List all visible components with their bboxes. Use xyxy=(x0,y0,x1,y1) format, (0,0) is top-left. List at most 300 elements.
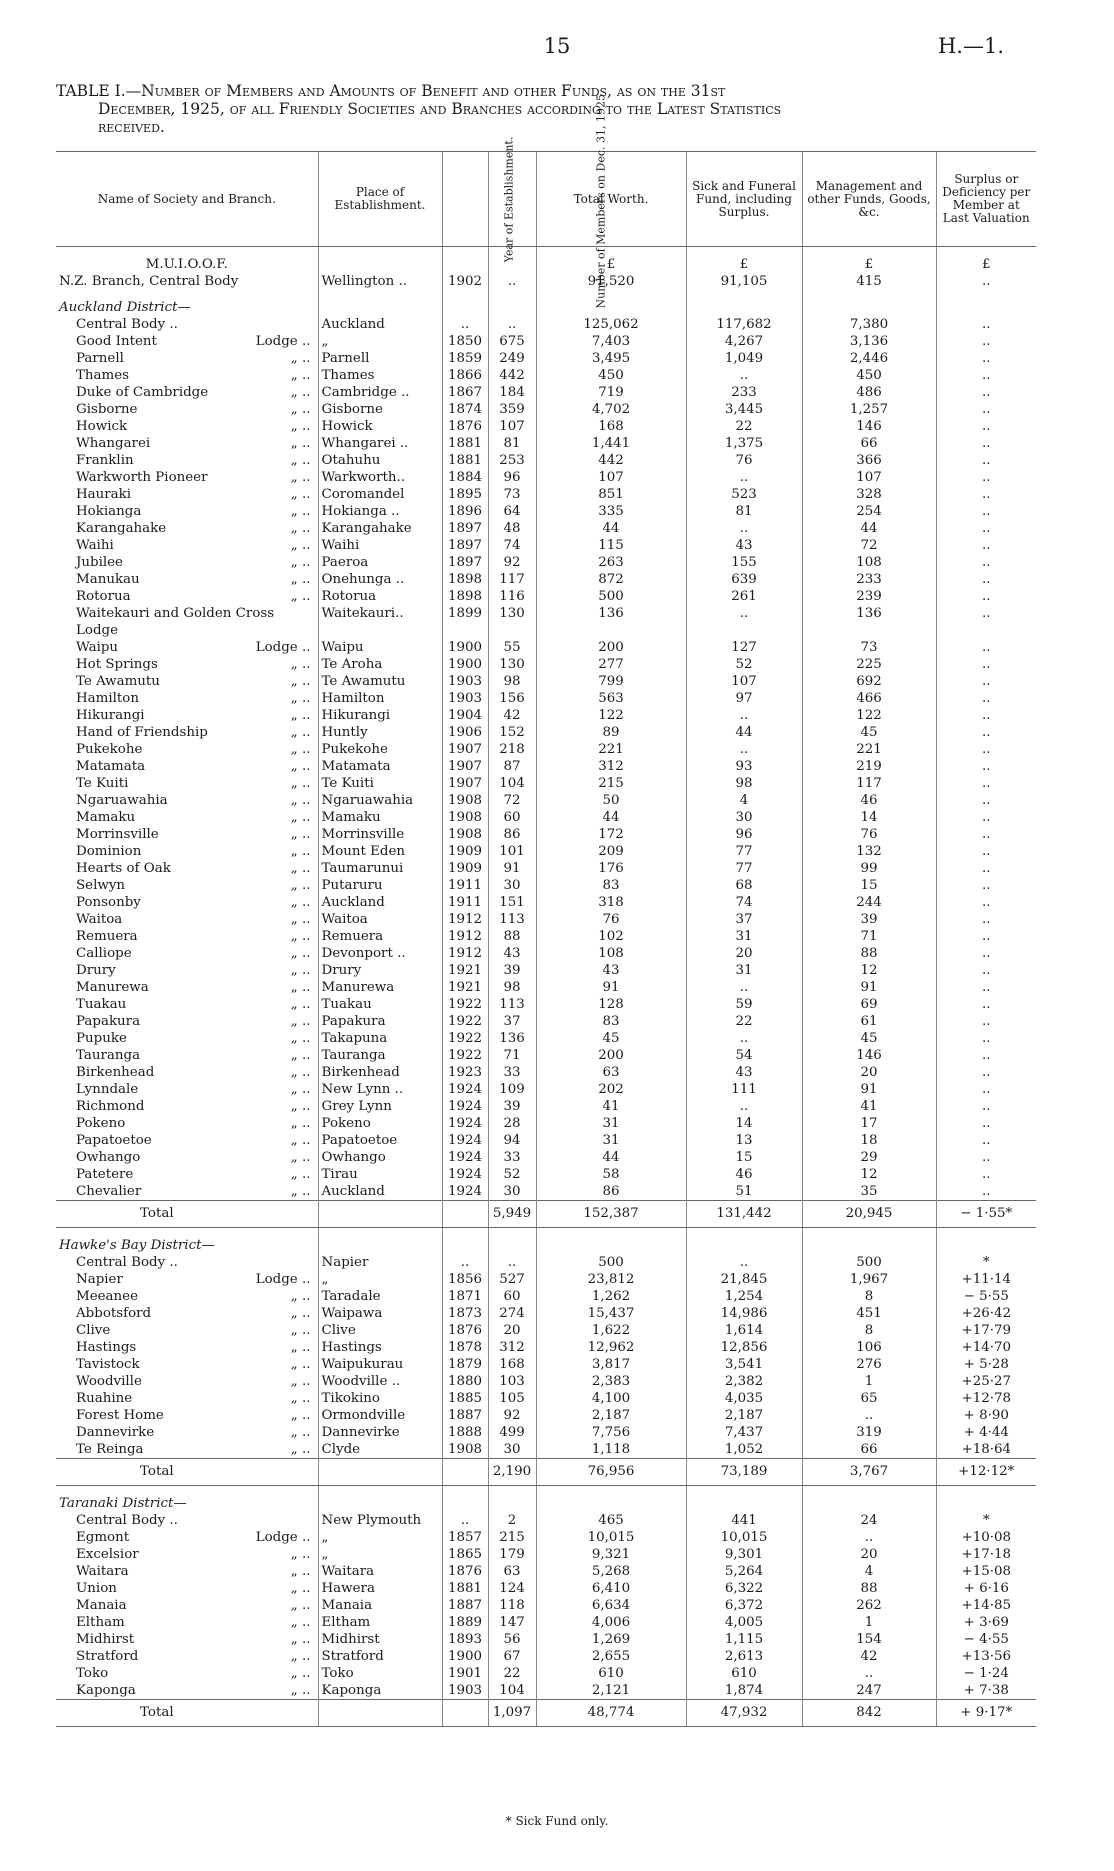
member-count: 48 xyxy=(488,520,536,537)
management-funds: 24 xyxy=(802,1512,936,1529)
year-established: .. xyxy=(442,316,488,333)
branch-members: .. xyxy=(488,273,536,290)
management-funds: 262 xyxy=(802,1597,936,1614)
sick-funeral-fund: 2,613 xyxy=(686,1648,802,1665)
place-of-establishment: Waitoa xyxy=(318,911,442,928)
year-established: 1881 xyxy=(442,452,488,469)
member-count: 30 xyxy=(488,1441,536,1459)
year-established: 1904 xyxy=(442,707,488,724)
surplus-per-member: .. xyxy=(936,1064,1036,1081)
surplus-per-member: .. xyxy=(936,1115,1036,1132)
lodge-name: Te Awamutu xyxy=(76,674,160,689)
management-funds: 1,257 xyxy=(802,401,936,418)
total-sick-fund: 131,442 xyxy=(686,1201,802,1228)
surplus-per-member: .. xyxy=(936,996,1036,1013)
lodge-marker: „ .. xyxy=(290,1048,311,1063)
sick-funeral-fund: 43 xyxy=(686,1064,802,1081)
lodge-name-cell xyxy=(56,1064,318,1081)
total-worth: 91 xyxy=(536,979,686,996)
lodge-name: Mamaku xyxy=(76,810,136,825)
member-count: 105 xyxy=(488,1390,536,1407)
lodge-name-cell xyxy=(56,605,318,622)
lodge-name-cell xyxy=(56,826,318,843)
place-of-establishment: Stratford xyxy=(318,1648,442,1665)
page-number: 15 xyxy=(543,34,571,58)
year-established: 1900 xyxy=(442,656,488,673)
management-funds: 154 xyxy=(802,1631,936,1648)
lodge-name: Pokeno xyxy=(76,1116,126,1131)
lodge-marker: „ .. xyxy=(290,1116,311,1131)
member-count: .. xyxy=(488,316,536,333)
surplus-per-member: +26·42 xyxy=(936,1305,1036,1322)
surplus-per-member: .. xyxy=(936,690,1036,707)
lodge-marker: „ .. xyxy=(290,1666,311,1681)
table-row xyxy=(56,520,1036,537)
surplus-per-member: .. xyxy=(936,520,1036,537)
lodge-name-cell xyxy=(56,435,318,452)
table-row xyxy=(56,1665,1036,1682)
year-established: 1889 xyxy=(442,1614,488,1631)
lodge-marker: „ .. xyxy=(290,674,311,689)
year-established: 1871 xyxy=(442,1288,488,1305)
table-row xyxy=(56,826,1036,843)
lodge-marker: „ .. xyxy=(290,929,311,944)
management-funds: 71 xyxy=(802,928,936,945)
lodge-marker: Lodge .. xyxy=(255,1530,311,1545)
table-row xyxy=(56,724,1036,741)
sick-funeral-fund: 6,322 xyxy=(686,1580,802,1597)
total-worth: 200 xyxy=(536,639,686,656)
table-row xyxy=(56,877,1036,894)
total-worth: 4,702 xyxy=(536,401,686,418)
page-reference: H.—1. xyxy=(937,34,1004,58)
place-of-establishment: Auckland xyxy=(318,316,442,333)
management-funds: 122 xyxy=(802,707,936,724)
year-established: 1906 xyxy=(442,724,488,741)
year-established: 1908 xyxy=(442,1441,488,1459)
member-count: 64 xyxy=(488,503,536,520)
sick-funeral-fund: .. xyxy=(686,520,802,537)
member-count: 675 xyxy=(488,333,536,350)
place-of-establishment: Waipu xyxy=(318,639,442,656)
lodge-name-cell xyxy=(56,520,318,537)
lodge-name-cell xyxy=(56,367,318,384)
management-funds: 1,967 xyxy=(802,1271,936,1288)
member-count: 92 xyxy=(488,1407,536,1424)
lodge-name-cell xyxy=(56,945,318,962)
lodge-marker: „ .. xyxy=(290,708,311,723)
member-count: 147 xyxy=(488,1614,536,1631)
table-row xyxy=(56,605,1036,622)
management-funds: 66 xyxy=(802,435,936,452)
management-funds: .. xyxy=(802,1665,936,1682)
lodge-marker: „ .. xyxy=(290,742,311,757)
lodge-name-cell xyxy=(56,1356,318,1373)
member-count: 55 xyxy=(488,639,536,656)
surplus-per-member: .. xyxy=(936,452,1036,469)
sick-funeral-fund: 77 xyxy=(686,843,802,860)
sick-funeral-fund: 21,845 xyxy=(686,1271,802,1288)
total-worth: 872 xyxy=(536,571,686,588)
lodge-name: Gisborne xyxy=(76,402,138,417)
lodge-name-cell xyxy=(56,809,318,826)
surplus-per-member: − 5·55 xyxy=(936,1288,1036,1305)
lodge-marker: „ .. xyxy=(290,1014,311,1029)
management-funds: 12 xyxy=(802,1166,936,1183)
lodge-name-cell xyxy=(56,1098,318,1115)
lodge-marker: Lodge .. xyxy=(255,334,311,349)
table-row xyxy=(56,1305,1036,1322)
member-count: 42 xyxy=(488,707,536,724)
table-row xyxy=(56,843,1036,860)
member-count: 22 xyxy=(488,1665,536,1682)
surplus-per-member: .. xyxy=(936,928,1036,945)
management-funds: 7,380 xyxy=(802,316,936,333)
year-established: 1859 xyxy=(442,350,488,367)
management-funds: 20 xyxy=(802,1546,936,1563)
management-funds: 18 xyxy=(802,1132,936,1149)
total-worth: 83 xyxy=(536,1013,686,1030)
total-worth: 31 xyxy=(536,1115,686,1132)
place-of-establishment: Remuera xyxy=(318,928,442,945)
lodge-name: Te Reinga xyxy=(76,1442,144,1457)
place-of-establishment: New Lynn .. xyxy=(318,1081,442,1098)
total-worth: 136 xyxy=(536,605,686,622)
year-established: 1881 xyxy=(442,1580,488,1597)
lodge-marker: „ .. xyxy=(290,844,311,859)
currency-symbol: £ xyxy=(686,256,802,273)
place-of-establishment: Dannevirke xyxy=(318,1424,442,1441)
total-worth: 2,655 xyxy=(536,1648,686,1665)
table-row xyxy=(56,503,1036,520)
table-row xyxy=(56,1183,1036,1201)
member-count: 499 xyxy=(488,1424,536,1441)
title-line-3: received. xyxy=(98,118,165,136)
member-count xyxy=(488,622,536,639)
surplus-per-member: * xyxy=(936,1254,1036,1271)
lodge-marker: Lodge .. xyxy=(255,640,311,655)
total-worth: 7,756 xyxy=(536,1424,686,1441)
year-established: 1856 xyxy=(442,1271,488,1288)
lodge-name-cell xyxy=(56,860,318,877)
member-count: 74 xyxy=(488,537,536,554)
lodge-name: Chevalier xyxy=(76,1184,142,1199)
management-funds: 108 xyxy=(802,554,936,571)
surplus-per-member: + 5·28 xyxy=(936,1356,1036,1373)
management-funds: 319 xyxy=(802,1424,936,1441)
district-heading-row xyxy=(56,299,1036,316)
table-row xyxy=(56,571,1036,588)
place-of-establishment: Thames xyxy=(318,367,442,384)
total-worth: 176 xyxy=(536,860,686,877)
total-surplus: + 9·17* xyxy=(936,1700,1036,1727)
place-of-establishment: „ xyxy=(318,1271,442,1288)
year-established: 1900 xyxy=(442,639,488,656)
sick-funeral-fund: .. xyxy=(686,707,802,724)
lodge-name-cell xyxy=(56,622,318,639)
lodge-marker: „ .. xyxy=(290,1065,311,1080)
management-funds: 8 xyxy=(802,1288,936,1305)
place-of-establishment: Taradale xyxy=(318,1288,442,1305)
table-row xyxy=(56,758,1036,775)
lodge-name: Excelsior xyxy=(76,1547,139,1562)
member-count: 33 xyxy=(488,1064,536,1081)
total-worth: 172 xyxy=(536,826,686,843)
lodge-marker: „ .. xyxy=(290,1150,311,1165)
lodge-name-cell xyxy=(56,1512,318,1529)
lodge-name-cell xyxy=(56,503,318,520)
sick-funeral-fund: .. xyxy=(686,741,802,758)
lodge-name-cell xyxy=(56,1580,318,1597)
total-worth xyxy=(536,622,686,639)
member-count: 98 xyxy=(488,979,536,996)
place-of-establishment: Morrinsville xyxy=(318,826,442,843)
lodge-name-cell xyxy=(56,1563,318,1580)
table-row xyxy=(56,1013,1036,1030)
sick-funeral-fund: 1,052 xyxy=(686,1441,802,1459)
total-worth: 48,774 xyxy=(536,1700,686,1727)
management-funds: 276 xyxy=(802,1356,936,1373)
lodge-name: Forest Home xyxy=(76,1408,164,1423)
lodge-name-cell xyxy=(56,1546,318,1563)
member-count: .. xyxy=(488,1254,536,1271)
lodge-marker: „ .. xyxy=(290,1306,311,1321)
lodge-marker: „ .. xyxy=(290,538,311,553)
lodge-name-cell xyxy=(56,588,318,605)
total-worth: 45 xyxy=(536,1030,686,1047)
year-established: 1897 xyxy=(442,520,488,537)
total-worth: 44 xyxy=(536,1149,686,1166)
table-row xyxy=(56,1424,1036,1441)
sick-funeral-fund: 52 xyxy=(686,656,802,673)
lodge-name-cell xyxy=(56,537,318,554)
member-count: 2 xyxy=(488,1512,536,1529)
lodge-name: Ngaruawahia xyxy=(76,793,168,808)
place-of-establishment: Whangarei .. xyxy=(318,435,442,452)
lodge-name-cell xyxy=(56,877,318,894)
place-of-establishment: Tikokino xyxy=(318,1390,442,1407)
place-of-establishment xyxy=(318,622,442,639)
title-line-1: TABLE I.—Number of Members and Amounts of Benefit and other Funds, as on the 31st xyxy=(56,82,726,100)
surplus-per-member: .. xyxy=(936,860,1036,877)
member-count: 113 xyxy=(488,996,536,1013)
management-funds: 221 xyxy=(802,741,936,758)
table-row xyxy=(56,639,1036,656)
col-header-year: Year of Establishment. xyxy=(442,152,488,247)
lodge-name: Morrinsville xyxy=(76,827,159,842)
management-funds: 76 xyxy=(802,826,936,843)
total-label: Total xyxy=(56,1700,318,1727)
lodge-name: Hot Springs xyxy=(76,657,158,672)
lodge-name-cell xyxy=(56,1614,318,1631)
management-funds: 254 xyxy=(802,503,936,520)
table-row xyxy=(56,1512,1036,1529)
year-established: 1865 xyxy=(442,1546,488,1563)
lodge-name-cell xyxy=(56,1631,318,1648)
place-of-establishment: Hamilton xyxy=(318,690,442,707)
member-count: 118 xyxy=(488,1597,536,1614)
sick-funeral-fund: .. xyxy=(686,469,802,486)
management-funds: 247 xyxy=(802,1682,936,1700)
surplus-per-member: + 7·38 xyxy=(936,1682,1036,1700)
total-worth: 202 xyxy=(536,1081,686,1098)
management-funds: 45 xyxy=(802,1030,936,1047)
table-row xyxy=(56,384,1036,401)
total-members: 5,949 xyxy=(488,1201,536,1228)
footnote: * Sick Fund only. xyxy=(505,1814,609,1828)
lodge-name: Karangahake xyxy=(76,521,167,536)
sick-funeral-fund: 4,267 xyxy=(686,333,802,350)
currency-symbol: £ xyxy=(802,256,936,273)
table-row xyxy=(56,350,1036,367)
total-worth: 122 xyxy=(536,707,686,724)
member-count: 152 xyxy=(488,724,536,741)
place-of-establishment: Birkenhead xyxy=(318,1064,442,1081)
table-row xyxy=(56,860,1036,877)
year-established: 1909 xyxy=(442,860,488,877)
lodge-name-cell xyxy=(56,1339,318,1356)
place-of-establishment: Coromandel xyxy=(318,486,442,503)
member-count: 63 xyxy=(488,1563,536,1580)
member-count: 60 xyxy=(488,809,536,826)
lodge-marker: „ .. xyxy=(290,470,311,485)
place-of-establishment: Otahuhu xyxy=(318,452,442,469)
table-row xyxy=(56,1614,1036,1631)
year-established: 1899 xyxy=(442,605,488,622)
member-count: 218 xyxy=(488,741,536,758)
member-count: 179 xyxy=(488,1546,536,1563)
year-established: 1911 xyxy=(442,894,488,911)
place-of-establishment: Onehunga .. xyxy=(318,571,442,588)
member-count: 215 xyxy=(488,1529,536,1546)
lodge-name: Tavistock xyxy=(76,1357,140,1372)
table-row xyxy=(56,401,1036,418)
year-established: 1909 xyxy=(442,843,488,860)
total-worth: 209 xyxy=(536,843,686,860)
lodge-name-cell xyxy=(56,418,318,435)
management-funds: 17 xyxy=(802,1115,936,1132)
management-funds: 73 xyxy=(802,639,936,656)
total-worth: 3,817 xyxy=(536,1356,686,1373)
sick-funeral-fund: 1,254 xyxy=(686,1288,802,1305)
table-row xyxy=(56,1339,1036,1356)
lodge-name: Papatoetoe xyxy=(76,1133,152,1148)
surplus-per-member: +13·56 xyxy=(936,1648,1036,1665)
lodge-name: Toko xyxy=(76,1666,109,1681)
sick-funeral-fund: 98 xyxy=(686,775,802,792)
total-sick-fund: 47,932 xyxy=(686,1700,802,1727)
year-established: 1912 xyxy=(442,928,488,945)
table-row xyxy=(56,469,1036,486)
table-row xyxy=(56,1098,1036,1115)
place-of-establishment: Gisborne xyxy=(318,401,442,418)
lodge-name-cell xyxy=(56,1597,318,1614)
lodge-name: Matamata xyxy=(76,759,146,774)
table-row xyxy=(56,1648,1036,1665)
total-worth: 107 xyxy=(536,469,686,486)
lodge-name: Pupuke xyxy=(76,1031,127,1046)
sick-funeral-fund: 20 xyxy=(686,945,802,962)
total-worth: 31 xyxy=(536,1132,686,1149)
sick-funeral-fund: 68 xyxy=(686,877,802,894)
surplus-per-member: .. xyxy=(936,554,1036,571)
lodge-name: Waihi xyxy=(76,538,114,553)
total-worth: 6,634 xyxy=(536,1597,686,1614)
sick-funeral-fund: .. xyxy=(686,979,802,996)
member-count: 20 xyxy=(488,1322,536,1339)
lodge-name-cell xyxy=(56,775,318,792)
total-worth: 168 xyxy=(536,418,686,435)
surplus-per-member: − 1·24 xyxy=(936,1665,1036,1682)
member-count: 71 xyxy=(488,1047,536,1064)
branch-surplus: .. xyxy=(936,273,1036,290)
year-established: 1921 xyxy=(442,979,488,996)
lodge-name-cell xyxy=(56,1271,318,1288)
lodge-name-cell xyxy=(56,690,318,707)
total-surplus: +12·12* xyxy=(936,1459,1036,1486)
total-worth: 799 xyxy=(536,673,686,690)
lodge-name: Hauraki xyxy=(76,487,132,502)
lodge-name-cell xyxy=(56,792,318,809)
lodge-marker: „ .. xyxy=(290,1683,311,1698)
year-established: 1887 xyxy=(442,1407,488,1424)
branch-worth: 91,520 xyxy=(536,273,686,290)
sick-funeral-fund: 4,005 xyxy=(686,1614,802,1631)
management-funds: 41 xyxy=(802,1098,936,1115)
sick-funeral-fund: 523 xyxy=(686,486,802,503)
management-funds: 65 xyxy=(802,1390,936,1407)
place-of-establishment: Kaponga xyxy=(318,1682,442,1700)
surplus-per-member: +12·78 xyxy=(936,1390,1036,1407)
year-established: 1912 xyxy=(442,911,488,928)
member-count: 116 xyxy=(488,588,536,605)
table-row xyxy=(56,690,1036,707)
lodge-name: Hamilton xyxy=(76,691,139,706)
total-worth: 312 xyxy=(536,758,686,775)
management-funds: 42 xyxy=(802,1648,936,1665)
total-members: 1,097 xyxy=(488,1700,536,1727)
sick-funeral-fund: .. xyxy=(686,1030,802,1047)
sick-funeral-fund: 155 xyxy=(686,554,802,571)
lodge-marker: „ .. xyxy=(290,657,311,672)
lodge-name-cell xyxy=(56,758,318,775)
lodge-name-cell xyxy=(56,1115,318,1132)
surplus-per-member: .. xyxy=(936,979,1036,996)
place-of-establishment: Woodville .. xyxy=(318,1373,442,1390)
sick-funeral-fund: 3,445 xyxy=(686,401,802,418)
surplus-per-member: .. xyxy=(936,1030,1036,1047)
surplus-per-member: .. xyxy=(936,843,1036,860)
district-heading-row xyxy=(56,1237,1036,1254)
sick-funeral-fund: 2,382 xyxy=(686,1373,802,1390)
lodge-name: Parnell xyxy=(76,351,124,366)
place-of-establishment: Auckland xyxy=(318,894,442,911)
management-funds: 1 xyxy=(802,1373,936,1390)
lodge-marker: Lodge .. xyxy=(255,1272,311,1287)
member-count: 33 xyxy=(488,1149,536,1166)
surplus-per-member: .. xyxy=(936,792,1036,809)
table-row xyxy=(56,367,1036,384)
sick-funeral-fund: 74 xyxy=(686,894,802,911)
total-worth: 563 xyxy=(536,690,686,707)
table-row xyxy=(56,775,1036,792)
member-count: 156 xyxy=(488,690,536,707)
place-of-establishment: Owhango xyxy=(318,1149,442,1166)
table-row xyxy=(56,945,1036,962)
sick-funeral-fund: 59 xyxy=(686,996,802,1013)
year-established: 1924 xyxy=(442,1115,488,1132)
management-funds: 225 xyxy=(802,656,936,673)
